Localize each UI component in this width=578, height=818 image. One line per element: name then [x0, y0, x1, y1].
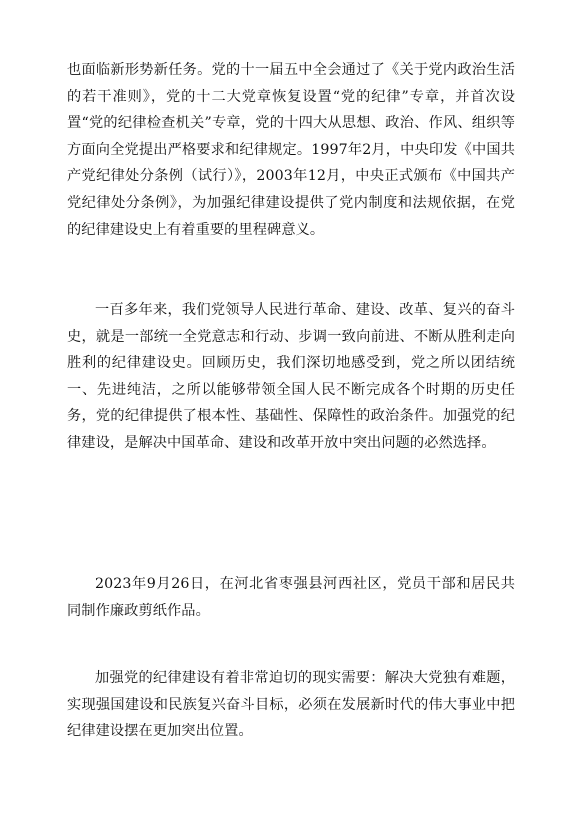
paragraph-current-needs: 加强党的纪律建设有着非常迫切的现实需要：解决大党独有难题，实现强国建设和民族复兴奋斗目标，必须在发展新时代的伟大事业中把纪律建设摆在更加突出位置。: [67, 670, 515, 740]
paragraph-discipline-history: 也面临新形势新任务。党的十一届五中全会通过了《关于党内政治生活的若干准则》，党的十二大党章恢复设置“党的纪律”专章，并首次设置“党的纪律检查机关”专章，党的十四大从思想、政治、作风、组织等方面向全党提出严格要求和纪律规定。1997年2月，中央印发《中国共产党纪律处分条例（试行）》，2003年12月，中央正式颁布《中国共产党纪律处分条例》，为加强纪律建设提供了党内制度和法规依据，在党的纪律建设史上有着重要的里程碑意义。: [67, 62, 515, 238]
photo-caption: 2023年9月26日，在河北省枣强县河西社区，党员干部和居民共同制作廉政剪纸作品。: [67, 576, 515, 619]
paragraph-century-struggle: 一百多年来，我们党领导人民进行革命、建设、改革、复兴的奋斗史，就是一部统一全党意志和行动、步调一致向前进、不断从胜利走向胜利的纪律建设史。回顾历史，我们深切地感受到，党之所以团结统一、先进纯洁，之所以能够带领全国人民不断完成各个时期的历史任务，党的纪律提供了根本性、基础性、保障性的政治条件。加强党的纪律建设，是解决中国革命、建设和改革开放中突出问题的必然选择。: [67, 302, 515, 451]
